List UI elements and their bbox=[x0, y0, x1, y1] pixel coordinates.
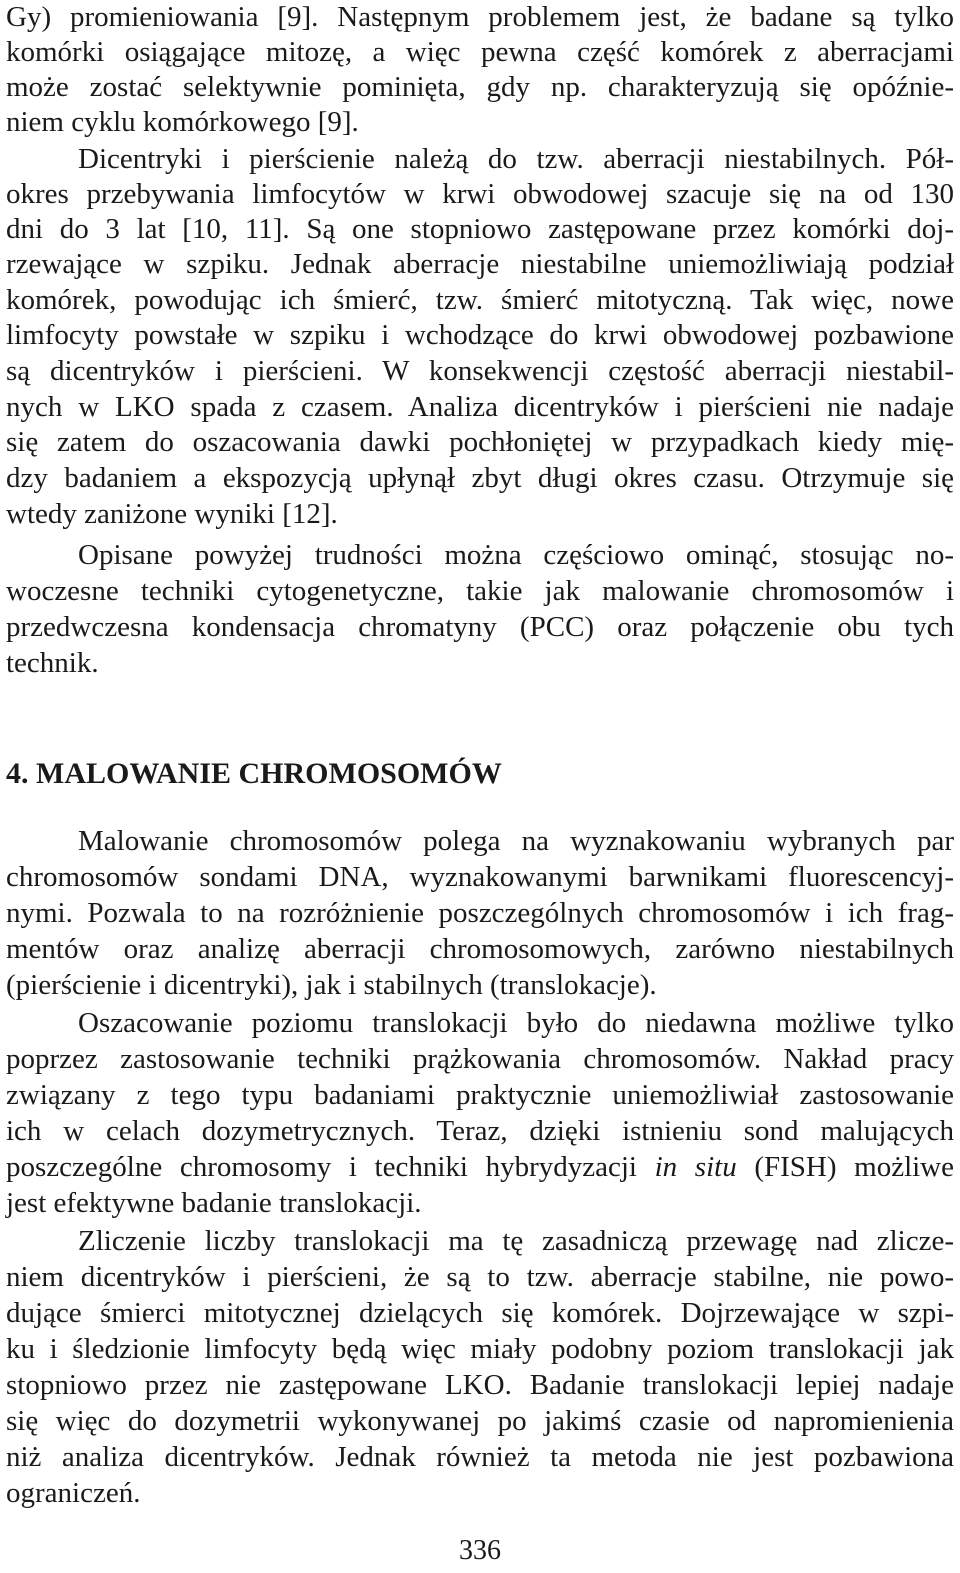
paragraph-1-line-1: Gy) promieniowania [9]. Następnym problemem jest, że badane są tylko bbox=[6, 1, 954, 33]
paragraph-3-line-4: technik. bbox=[6, 647, 99, 679]
paragraph-6-line-3: dujące śmierci mitotycznej dzielących się komórek. Dojrzewające w szpi- bbox=[6, 1297, 954, 1329]
paragraph-5-line-6: jest efektywne badanie translokacji. bbox=[6, 1187, 422, 1219]
paragraph-6-line-1: Zliczenie liczby translokacji ma tę zasadniczą przewagę nad zlicze- bbox=[78, 1225, 954, 1257]
page-number: 336 bbox=[459, 1535, 501, 1566]
paragraph-2-line-8: nych w LKO spada z czasem. Analiza dicentryków i pierścieni nie nadaje bbox=[6, 391, 954, 423]
paragraph-5-line-4: ich w celach dozymetrycznych. Teraz, dzięki istnieniu sond malujących bbox=[6, 1115, 954, 1147]
paragraph-6-line-8: ograniczeń. bbox=[6, 1477, 141, 1509]
paragraph-5-line-5-end: (FISH) możliwe bbox=[736, 1151, 954, 1183]
paragraph-5-line-5 bbox=[6, 1150, 954, 1184]
paragraph-2-line-3: dni do 3 lat [10, 11]. Są one stopniowo zastępowane przez komórki doj- bbox=[6, 213, 954, 245]
paragraph-2-line-9: się zatem do oszacowania dawki pochłoniętej w przypadkach kiedy mię- bbox=[6, 426, 954, 458]
paragraph-3-line-2: woczesne techniki cytogenetyczne, takie jak malowanie chromosomów i bbox=[6, 575, 954, 607]
paragraph-5-line-5-start: poszczególne chromosomy i techniki hybrydyzacji bbox=[6, 1151, 655, 1183]
paragraph-6-line-7: niż analiza dicentryków. Jednak również ta metoda nie jest pozbawiona bbox=[6, 1441, 954, 1473]
paragraph-6-line-5: stopniowo przez nie zastępowane LKO. Badanie translokacji lepiej nadaje bbox=[6, 1369, 954, 1401]
paragraph-1-line-4: niem cyklu komórkowego [9]. bbox=[6, 106, 359, 138]
paragraph-2-line-5: komórek, powodując ich śmierć, tzw. śmierć mitotyczną. Tak więc, nowe bbox=[6, 284, 954, 316]
paragraph-4-line-5: (pierścienie i dicentryki), jak i stabilnych (translokacje). bbox=[6, 969, 657, 1001]
paragraph-4-line-3: nymi. Pozwala to na rozróżnienie poszczególnych chromosomów i ich frag- bbox=[6, 897, 954, 929]
paragraph-2-line-4: rzewające w szpiku. Jednak aberracje niestabilne uniemożliwiają podział bbox=[6, 248, 954, 280]
paragraph-1-line-2: komórki osiągające mitozę, a więc pewna część komórek z aberracjami bbox=[6, 36, 954, 68]
paragraph-2-line-10: dzy badaniem a ekspozycją upłynął zbyt długi okres czasu. Otrzymuje się bbox=[6, 462, 954, 494]
paragraph-2-line-7: są dicentryków i pierścieni. W konsekwencji częstość aberracji niestabil- bbox=[6, 355, 954, 387]
paragraph-1-line-3: może zostać selektywnie pominięta, gdy np. charakteryzują się opóźnie- bbox=[6, 71, 954, 103]
paragraph-4-line-1: Malowanie chromosomów polega na wyznakowaniu wybranych par bbox=[78, 825, 954, 857]
paragraph-2-line-1: Dicentryki i pierścienie należą do tzw. aberracji niestabilnych. Pół- bbox=[78, 143, 954, 175]
paragraph-2-line-6: limfocyty powstałe w szpiku i wchodzące do krwi obwodowej pozbawione bbox=[6, 319, 954, 351]
paragraph-6-line-4: ku i śledzionie limfocyty będą więc miały podobny poziom translokacji jak bbox=[6, 1333, 954, 1365]
paragraph-5-line-1: Oszacowanie poziomu translokacji było do niedawna możliwe tylko bbox=[78, 1007, 954, 1039]
in-situ-term: in situ bbox=[654, 1151, 737, 1183]
paragraph-4-line-4: mentów oraz analizę aberracji chromosomowych, zarówno niestabilnych bbox=[6, 933, 954, 965]
paragraph-3-line-1: Opisane powyżej trudności można częściowo ominąć, stosując no- bbox=[78, 539, 954, 571]
paragraph-6-line-2: niem dicentryków i pierścieni, że są to tzw. aberracje stabilne, nie powo- bbox=[6, 1261, 954, 1293]
paragraph-2-line-2: okres przebywania limfocytów w krwi obwodowej szacuje się na od 130 bbox=[6, 178, 954, 210]
paragraph-4-line-2: chromosomów sondami DNA, wyznakowanymi barwnikami fluorescencyj- bbox=[6, 861, 954, 893]
paragraph-2-line-11: wtedy zaniżone wyniki [12]. bbox=[6, 498, 338, 530]
paragraph-5-line-3: związany z tego typu badaniami praktycznie uniemożliwiał zastosowanie bbox=[6, 1079, 954, 1111]
section-heading: 4. MALOWANIE CHROMOSOMÓW bbox=[6, 757, 502, 790]
paragraph-6-line-6: się więc do dozymetrii wykonywanej po jakimś czasie od napromienienia bbox=[6, 1405, 954, 1437]
paragraph-5-line-2: poprzez zastosowanie techniki prążkowania chromosomów. Nakład pracy bbox=[6, 1043, 954, 1075]
paragraph-3-line-3: przedwczesna kondensacja chromatyny (PCC) oraz połączenie obu tych bbox=[6, 611, 954, 643]
